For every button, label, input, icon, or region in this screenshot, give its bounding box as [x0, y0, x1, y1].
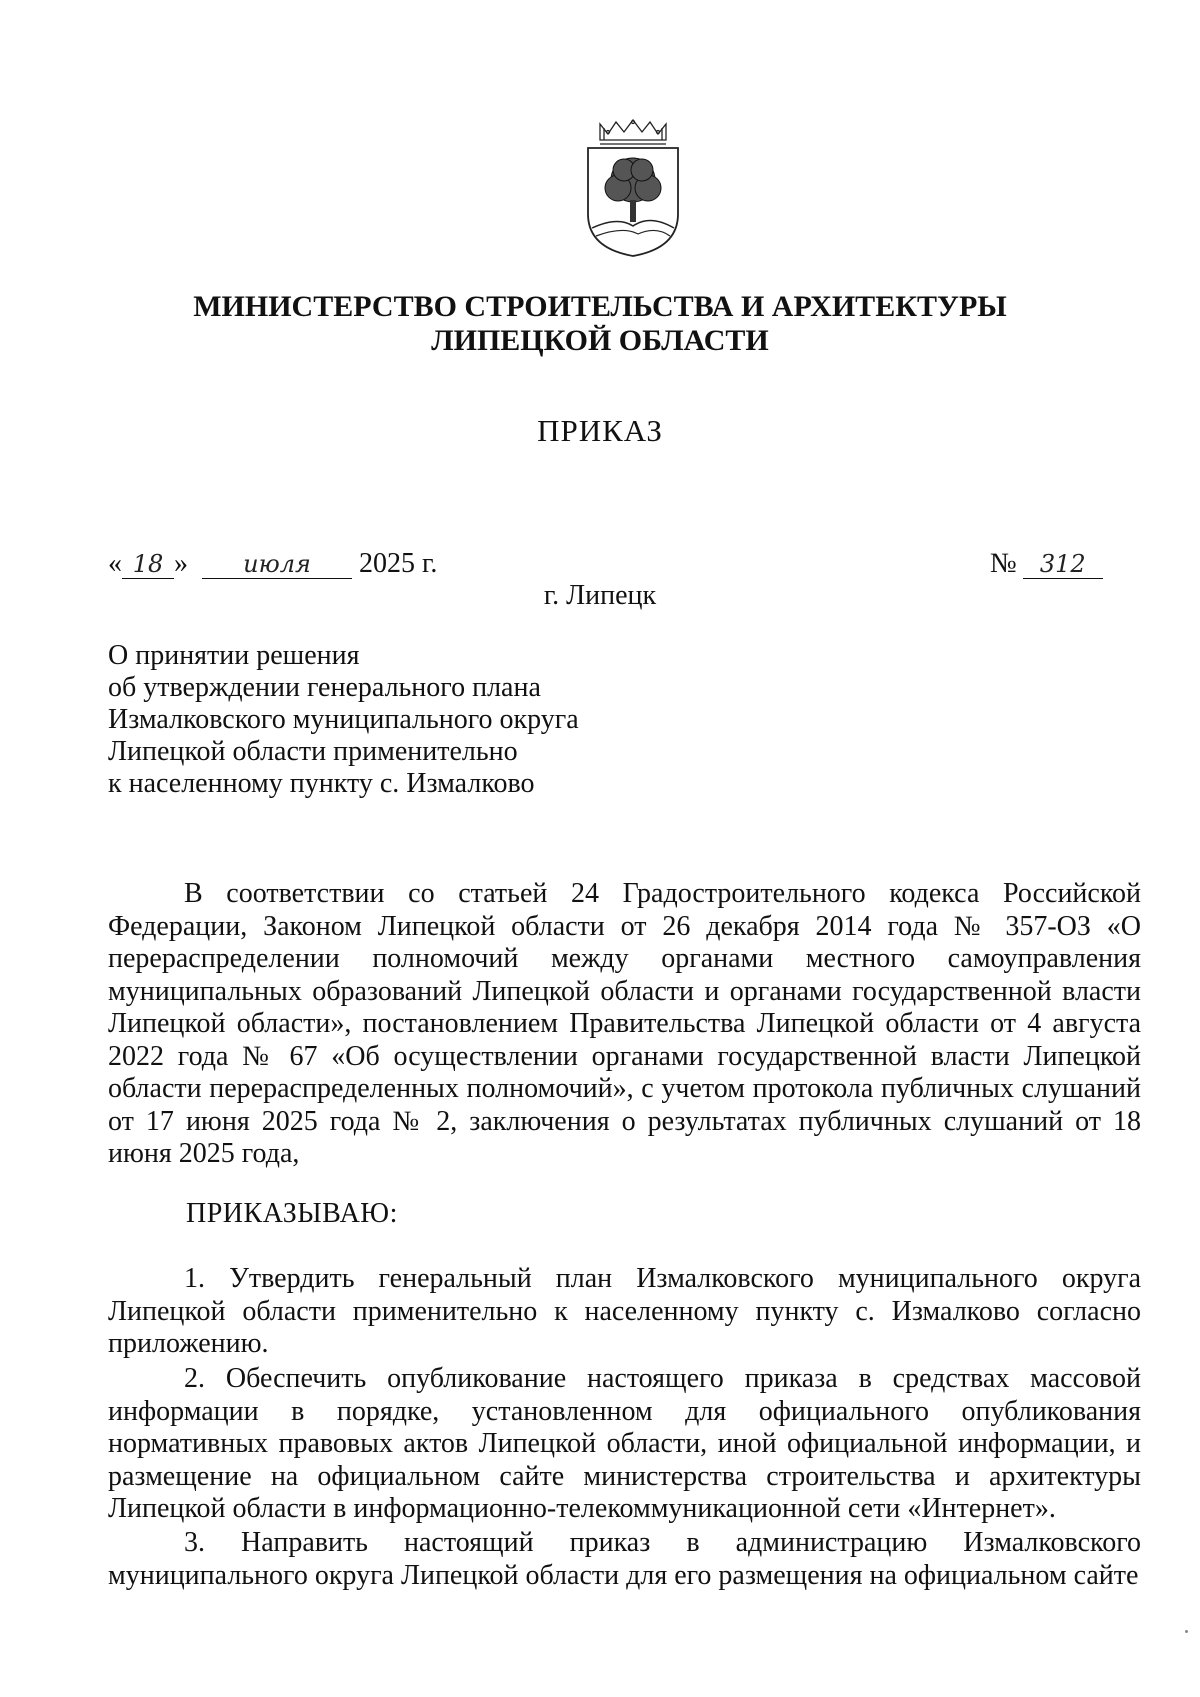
- handwritten-day: 18: [122, 550, 174, 579]
- subject-line: О принятии решения: [108, 640, 360, 671]
- document-date: [108, 548, 437, 580]
- order-item-2: 2. Обеспечить опубликование настоящего приказа в средствах массовой информации в порядке, установленном для официального опубликования нормативных правовых актов Липецкой области, иной официальной информации, и размещение на официальном сайте министерства строительства и архитектуры Липецкой области в информационно-телекоммуникационной сети «Интернет».: [108, 1363, 1141, 1524]
- document-year: 2025 г.: [359, 548, 438, 579]
- quote-open: «: [108, 548, 122, 579]
- document-type: ПРИКАЗ: [537, 413, 663, 448]
- organization-name-line-1: МИНИСТЕРСТВО СТРОИТЕЛЬСТВА И АРХИТЕКТУРЫ: [193, 290, 1007, 323]
- subject-line: об утверждении генерального плана: [108, 672, 541, 703]
- subject-line: Измалковского муниципального округа: [108, 704, 579, 735]
- document-subject: [108, 640, 579, 800]
- order-item-3: 3. Направить настоящий приказ в администрацию Измалковского муниципального округа Липецкой области для его размещения на официальном сайте: [108, 1527, 1141, 1591]
- scan-speck: [1185, 1630, 1188, 1633]
- subject-line: к населенному пункту с. Измалково: [108, 768, 535, 799]
- organization-name-line-2: ЛИПЕЦКОЙ ОБЛАСТИ: [431, 324, 769, 357]
- quote-close: »: [174, 548, 188, 579]
- handwritten-month: июля: [202, 550, 352, 579]
- document-number: [990, 548, 1103, 580]
- subject-line: Липецкой области применительно: [108, 736, 518, 767]
- number-sign: №: [990, 548, 1017, 579]
- preamble-paragraph: В соответствии со статьей 24 Градостроительного кодекса Российской Федерации, Законом Липецкой области от 26 декабря 2014 года № 357-ОЗ «О перераспределении полномочий между органами местного самоуправления муниципальных образований Липецкой области и органами государственной власти Липецкой области», постановлением Правительства Липецкой области от 4 августа 2022 года № 67 «Об осуществлении органами государственной власти Липецкой области перераспределенных полномочий», с учетом протокола публичных слушаний от 17 июня 2025 года № 2, заключения о результатах публичных слушаний от 18 июня 2025 года,: [108, 878, 1141, 1169]
- order-item-1: 1. Утвердить генеральный план Измалковского муниципального округа Липецкой области применительно к населенному пункту с. Измалково согласно приложению.: [108, 1263, 1141, 1359]
- document-city: г. Липецк: [543, 580, 657, 611]
- handwritten-number: 312: [1023, 550, 1103, 579]
- lipetsk-coat-of-arms-icon: [578, 118, 688, 258]
- order-word: ПРИКАЗЫВАЮ:: [186, 1198, 398, 1229]
